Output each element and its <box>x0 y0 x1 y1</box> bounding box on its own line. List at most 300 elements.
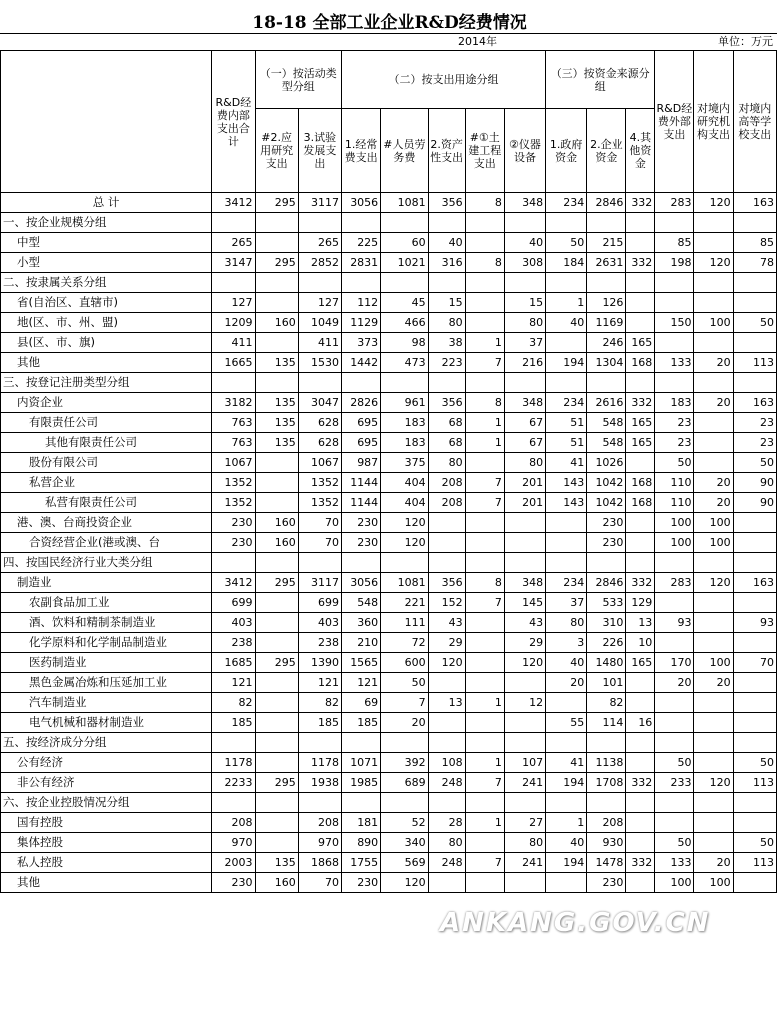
table-cell: 40 <box>504 233 545 253</box>
table-cell: 100 <box>655 873 694 893</box>
table-cell: 403 <box>212 613 255 633</box>
table-cell: 150 <box>655 313 694 333</box>
table-cell: 403 <box>298 613 341 633</box>
table-cell <box>255 813 298 833</box>
table-cell: 699 <box>298 593 341 613</box>
table-cell: 93 <box>733 613 776 633</box>
table-cell: 100 <box>655 533 694 553</box>
header-group-funding: （三）按资金来源分组 <box>546 51 655 109</box>
table-cell <box>342 553 381 573</box>
table-cell: 181 <box>342 813 381 833</box>
table-cell <box>694 293 733 313</box>
table-cell <box>546 533 587 553</box>
table-row <box>1 373 777 393</box>
table-cell: 82 <box>212 693 255 713</box>
table-cell <box>381 733 428 753</box>
table-cell <box>587 733 626 753</box>
row-label: 县(区、市、旗) <box>1 333 212 353</box>
table-cell: 233 <box>655 773 694 793</box>
table-cell <box>546 513 587 533</box>
table-cell <box>694 693 733 713</box>
table-cell <box>694 453 733 473</box>
table-cell: 3056 <box>342 573 381 593</box>
row-label: 内资企业 <box>1 393 212 413</box>
table-cell: 1352 <box>212 493 255 513</box>
page-title: 18-18 全部工业企业R&D经费情况 <box>252 13 527 33</box>
table-cell: 411 <box>212 333 255 353</box>
table-cell: 55 <box>546 713 587 733</box>
table-cell <box>733 333 776 353</box>
table-cell <box>733 873 776 893</box>
table-cell <box>694 213 733 233</box>
table-cell: 45 <box>381 293 428 313</box>
table-cell <box>298 373 341 393</box>
table-cell: 80 <box>428 313 465 333</box>
table-cell: 80 <box>546 613 587 633</box>
table-cell: 8 <box>465 193 504 213</box>
row-label: 集体控股 <box>1 833 212 853</box>
table-cell: 1665 <box>212 353 255 373</box>
table-cell <box>381 373 428 393</box>
table-cell <box>546 333 587 353</box>
table-cell <box>626 293 655 313</box>
table-cell: 1169 <box>587 313 626 333</box>
table-cell: 90 <box>733 493 776 513</box>
table-cell <box>381 273 428 293</box>
table-cell: 120 <box>694 773 733 793</box>
table-cell <box>626 833 655 853</box>
table-cell: 1 <box>465 813 504 833</box>
table-cell: 1129 <box>342 313 381 333</box>
table-cell: 80 <box>428 833 465 853</box>
table-cell: 2616 <box>587 393 626 413</box>
table-cell: 145 <box>504 593 545 613</box>
table-cell <box>626 373 655 393</box>
table-cell: 1685 <box>212 653 255 673</box>
site-watermark: ANKANG.GOV.CN <box>440 908 711 938</box>
table-cell <box>655 693 694 713</box>
table-cell: 135 <box>255 353 298 373</box>
table-cell: 78 <box>733 253 776 273</box>
table-row <box>1 433 777 453</box>
table-cell: 126 <box>587 293 626 313</box>
table-cell: 360 <box>342 613 381 633</box>
table-cell: 548 <box>587 433 626 453</box>
table-cell: 221 <box>381 593 428 613</box>
table-cell: 133 <box>655 853 694 873</box>
table-cell: 411 <box>298 333 341 353</box>
table-cell: 50 <box>381 673 428 693</box>
row-label: 制造业 <box>1 573 212 593</box>
table-cell: 208 <box>428 493 465 513</box>
row-label: 一、按企业规模分组 <box>1 213 212 233</box>
table-cell: 1049 <box>298 313 341 333</box>
table-cell <box>381 553 428 573</box>
row-label: 电气机械和器材制造业 <box>1 713 212 733</box>
table-cell <box>428 273 465 293</box>
table-cell: 108 <box>428 753 465 773</box>
table-cell: 332 <box>626 573 655 593</box>
table-cell: 1081 <box>381 193 428 213</box>
table-cell: 28 <box>428 813 465 833</box>
table-cell: 185 <box>342 713 381 733</box>
table-cell: 1755 <box>342 853 381 873</box>
table-cell <box>255 613 298 633</box>
table-cell <box>504 273 545 293</box>
table-cell: 120 <box>504 653 545 673</box>
table-cell <box>465 673 504 693</box>
table-cell: 210 <box>342 633 381 653</box>
table-cell: 170 <box>655 653 694 673</box>
table-cell: 135 <box>255 393 298 413</box>
table-cell <box>733 713 776 733</box>
table-cell <box>626 733 655 753</box>
table-cell <box>255 453 298 473</box>
table-cell: 160 <box>255 533 298 553</box>
table-cell <box>626 793 655 813</box>
table-cell: 120 <box>381 513 428 533</box>
row-label: 酒、饮料和精制茶制造业 <box>1 613 212 633</box>
table-cell: 230 <box>212 873 255 893</box>
table-row <box>1 253 777 273</box>
table-cell: 29 <box>428 633 465 653</box>
table-cell <box>655 593 694 613</box>
table-cell: 2826 <box>342 393 381 413</box>
table-cell <box>733 693 776 713</box>
table-cell: 473 <box>381 353 428 373</box>
table-row <box>1 633 777 653</box>
table-cell: 100 <box>655 513 694 533</box>
unit-label: 单位：万元 <box>718 35 773 48</box>
table-cell <box>428 533 465 553</box>
table-cell <box>626 873 655 893</box>
table-cell: 163 <box>733 193 776 213</box>
table-cell: 226 <box>587 633 626 653</box>
table-cell: 763 <box>212 413 255 433</box>
table-cell <box>381 213 428 233</box>
table-cell: 332 <box>626 193 655 213</box>
table-cell: 533 <box>587 593 626 613</box>
table-header <box>1 51 777 193</box>
header-group-usage: （二）按支出用途分组 <box>342 51 546 109</box>
table-cell: 348 <box>504 393 545 413</box>
table-cell: 295 <box>255 653 298 673</box>
table-cell: 135 <box>255 853 298 873</box>
table-cell: 120 <box>428 653 465 673</box>
table-cell: 628 <box>298 413 341 433</box>
table-row <box>1 853 777 873</box>
table-cell <box>212 373 255 393</box>
table-cell <box>428 873 465 893</box>
table-cell <box>733 293 776 313</box>
table-cell <box>212 273 255 293</box>
table-cell <box>655 553 694 573</box>
table-cell: 230 <box>587 873 626 893</box>
table-cell: 1067 <box>298 453 341 473</box>
table-cell: 82 <box>587 693 626 713</box>
table-cell <box>694 813 733 833</box>
table-cell: 127 <box>298 293 341 313</box>
header-routine-expense: 1.经常费支出 <box>342 109 381 193</box>
table-cell: 392 <box>381 753 428 773</box>
table-cell: 1081 <box>381 573 428 593</box>
row-label: 私营有限责任公司 <box>1 493 212 513</box>
table-cell <box>546 793 587 813</box>
table-cell: 1178 <box>212 753 255 773</box>
table-cell: 348 <box>504 573 545 593</box>
table-row <box>1 213 777 233</box>
table-cell: 41 <box>546 453 587 473</box>
table-cell: 37 <box>504 333 545 353</box>
header-total: R&D经费内部支出合计 <box>212 51 255 193</box>
table-cell: 987 <box>342 453 381 473</box>
table-cell: 2846 <box>587 193 626 213</box>
table-cell: 238 <box>212 633 255 653</box>
table-cell: 100 <box>694 533 733 553</box>
table-cell: 689 <box>381 773 428 793</box>
table-cell: 29 <box>504 633 545 653</box>
table-cell: 3056 <box>342 193 381 213</box>
table-cell <box>255 793 298 813</box>
table-cell <box>626 813 655 833</box>
table-cell <box>428 713 465 733</box>
table-cell <box>298 213 341 233</box>
table-cell: 51 <box>546 433 587 453</box>
table-row <box>1 353 777 373</box>
table-cell <box>465 453 504 473</box>
table-cell: 100 <box>694 873 733 893</box>
table-cell: 548 <box>342 593 381 613</box>
table-cell: 295 <box>255 253 298 273</box>
table-cell <box>626 533 655 553</box>
table-cell: 7 <box>465 493 504 513</box>
table-cell <box>255 693 298 713</box>
table-cell <box>626 553 655 573</box>
table-cell: 107 <box>504 753 545 773</box>
row-label: 国有控股 <box>1 813 212 833</box>
table-cell: 2631 <box>587 253 626 273</box>
table-cell: 8 <box>465 573 504 593</box>
table-cell <box>428 513 465 533</box>
table-cell <box>733 733 776 753</box>
table-cell: 332 <box>626 393 655 413</box>
table-cell: 67 <box>504 413 545 433</box>
table-cell: 1067 <box>212 453 255 473</box>
table-cell <box>465 293 504 313</box>
table-cell: 466 <box>381 313 428 333</box>
table-cell: 168 <box>626 493 655 513</box>
table-cell: 143 <box>546 493 587 513</box>
table-cell: 23 <box>733 413 776 433</box>
table-cell: 165 <box>626 653 655 673</box>
table-cell: 114 <box>587 713 626 733</box>
table-cell: 1178 <box>298 753 341 773</box>
header-asset-expense: 2.资产性支出 <box>428 109 465 193</box>
table-cell: 1 <box>465 413 504 433</box>
table-cell <box>655 273 694 293</box>
row-label: 私人控股 <box>1 853 212 873</box>
table-cell: 16 <box>626 713 655 733</box>
rd-expenditure-table <box>0 50 777 893</box>
table-cell: 143 <box>546 473 587 493</box>
table-cell <box>694 233 733 253</box>
table-cell: 113 <box>733 353 776 373</box>
table-cell: 208 <box>587 813 626 833</box>
table-cell: 404 <box>381 473 428 493</box>
table-cell: 234 <box>546 193 587 213</box>
table-cell: 70 <box>298 513 341 533</box>
table-cell: 234 <box>546 573 587 593</box>
table-cell: 12 <box>504 693 545 713</box>
table-cell <box>465 533 504 553</box>
table-cell: 695 <box>342 433 381 453</box>
table-cell <box>465 613 504 633</box>
table-cell <box>694 613 733 633</box>
table-cell: 375 <box>381 453 428 473</box>
table-cell <box>655 713 694 733</box>
table-cell <box>694 373 733 393</box>
table-cell <box>694 433 733 453</box>
table-cell: 93 <box>655 613 694 633</box>
header-blank <box>1 51 212 193</box>
table-cell: 241 <box>504 853 545 873</box>
table-cell <box>733 593 776 613</box>
table-cell: 120 <box>381 533 428 553</box>
row-label: 非公有经济 <box>1 773 212 793</box>
table-cell: 135 <box>255 433 298 453</box>
table-cell: 201 <box>504 473 545 493</box>
table-cell <box>626 233 655 253</box>
table-cell <box>255 713 298 733</box>
table-cell <box>342 373 381 393</box>
table-cell <box>733 213 776 233</box>
table-cell: 60 <box>381 233 428 253</box>
table-cell <box>465 713 504 733</box>
header-group-activity: （一）按活动类型分组 <box>255 51 342 109</box>
table-cell <box>694 753 733 773</box>
header-construction: #①土建工程支出 <box>465 109 504 193</box>
table-cell: 67 <box>504 433 545 453</box>
table-row <box>1 293 777 313</box>
table-cell <box>255 233 298 253</box>
table-cell: 1938 <box>298 773 341 793</box>
table-cell: 43 <box>504 613 545 633</box>
table-cell: 20 <box>655 673 694 693</box>
table-cell: 100 <box>694 313 733 333</box>
table-cell: 699 <box>212 593 255 613</box>
table-cell: 230 <box>342 533 381 553</box>
table-cell: 3412 <box>212 573 255 593</box>
table-cell <box>342 273 381 293</box>
table-cell: 265 <box>212 233 255 253</box>
table-cell: 1 <box>546 293 587 313</box>
table-cell <box>255 293 298 313</box>
table-cell: 70 <box>298 873 341 893</box>
table-row <box>1 813 777 833</box>
table-cell: 230 <box>212 513 255 533</box>
table-cell <box>428 553 465 573</box>
table-cell: 356 <box>428 573 465 593</box>
table-row <box>1 833 777 853</box>
table-cell: 80 <box>504 833 545 853</box>
table-cell <box>655 633 694 653</box>
table-cell <box>212 213 255 233</box>
table-cell: 930 <box>587 833 626 853</box>
table-cell <box>428 673 465 693</box>
table-cell: 1352 <box>298 473 341 493</box>
table-cell: 1442 <box>342 353 381 373</box>
table-cell: 356 <box>428 193 465 213</box>
row-label: 地(区、市、州、盟) <box>1 313 212 333</box>
table-cell <box>694 333 733 353</box>
header-external: R&D经费外部支出 <box>655 51 694 193</box>
table-cell: 7 <box>465 353 504 373</box>
table-cell <box>504 713 545 733</box>
table-cell: 121 <box>212 673 255 693</box>
table-cell: 168 <box>626 353 655 373</box>
table-cell: 3182 <box>212 393 255 413</box>
table-cell <box>255 553 298 573</box>
table-cell: 230 <box>342 873 381 893</box>
table-cell: 1708 <box>587 773 626 793</box>
table-cell: 50 <box>733 453 776 473</box>
table-body <box>1 193 777 893</box>
table-cell: 110 <box>655 473 694 493</box>
table-cell: 50 <box>546 233 587 253</box>
table-cell: 185 <box>212 713 255 733</box>
table-cell: 695 <box>342 413 381 433</box>
table-cell: 1390 <box>298 653 341 673</box>
table-cell <box>465 553 504 573</box>
table-cell <box>504 793 545 813</box>
table-cell: 23 <box>655 413 694 433</box>
table-cell: 1042 <box>587 493 626 513</box>
table-cell: 600 <box>381 653 428 673</box>
table-cell: 201 <box>504 493 545 513</box>
table-cell: 15 <box>428 293 465 313</box>
table-cell <box>626 313 655 333</box>
table-cell: 43 <box>428 613 465 633</box>
table-cell: 890 <box>342 833 381 853</box>
table-cell: 129 <box>626 593 655 613</box>
table-cell: 332 <box>626 853 655 873</box>
table-cell: 295 <box>255 573 298 593</box>
table-cell <box>655 373 694 393</box>
table-cell: 223 <box>428 353 465 373</box>
table-cell: 373 <box>342 333 381 353</box>
table-cell <box>733 533 776 553</box>
header-equipment: ②仪器设备 <box>504 109 545 193</box>
table-cell: 216 <box>504 353 545 373</box>
table-cell <box>546 553 587 573</box>
table-cell <box>546 373 587 393</box>
row-label: 公有经济 <box>1 753 212 773</box>
table-row <box>1 613 777 633</box>
table-cell <box>626 273 655 293</box>
table-cell: 2233 <box>212 773 255 793</box>
table-row <box>1 313 777 333</box>
table-cell: 20 <box>694 493 733 513</box>
table-cell <box>733 793 776 813</box>
table-cell: 82 <box>298 693 341 713</box>
table-cell: 8 <box>465 393 504 413</box>
table-cell <box>212 793 255 813</box>
table-cell <box>733 633 776 653</box>
table-cell: 1021 <box>381 253 428 273</box>
table-cell: 628 <box>298 433 341 453</box>
table-cell: 1209 <box>212 313 255 333</box>
table-cell <box>428 793 465 813</box>
